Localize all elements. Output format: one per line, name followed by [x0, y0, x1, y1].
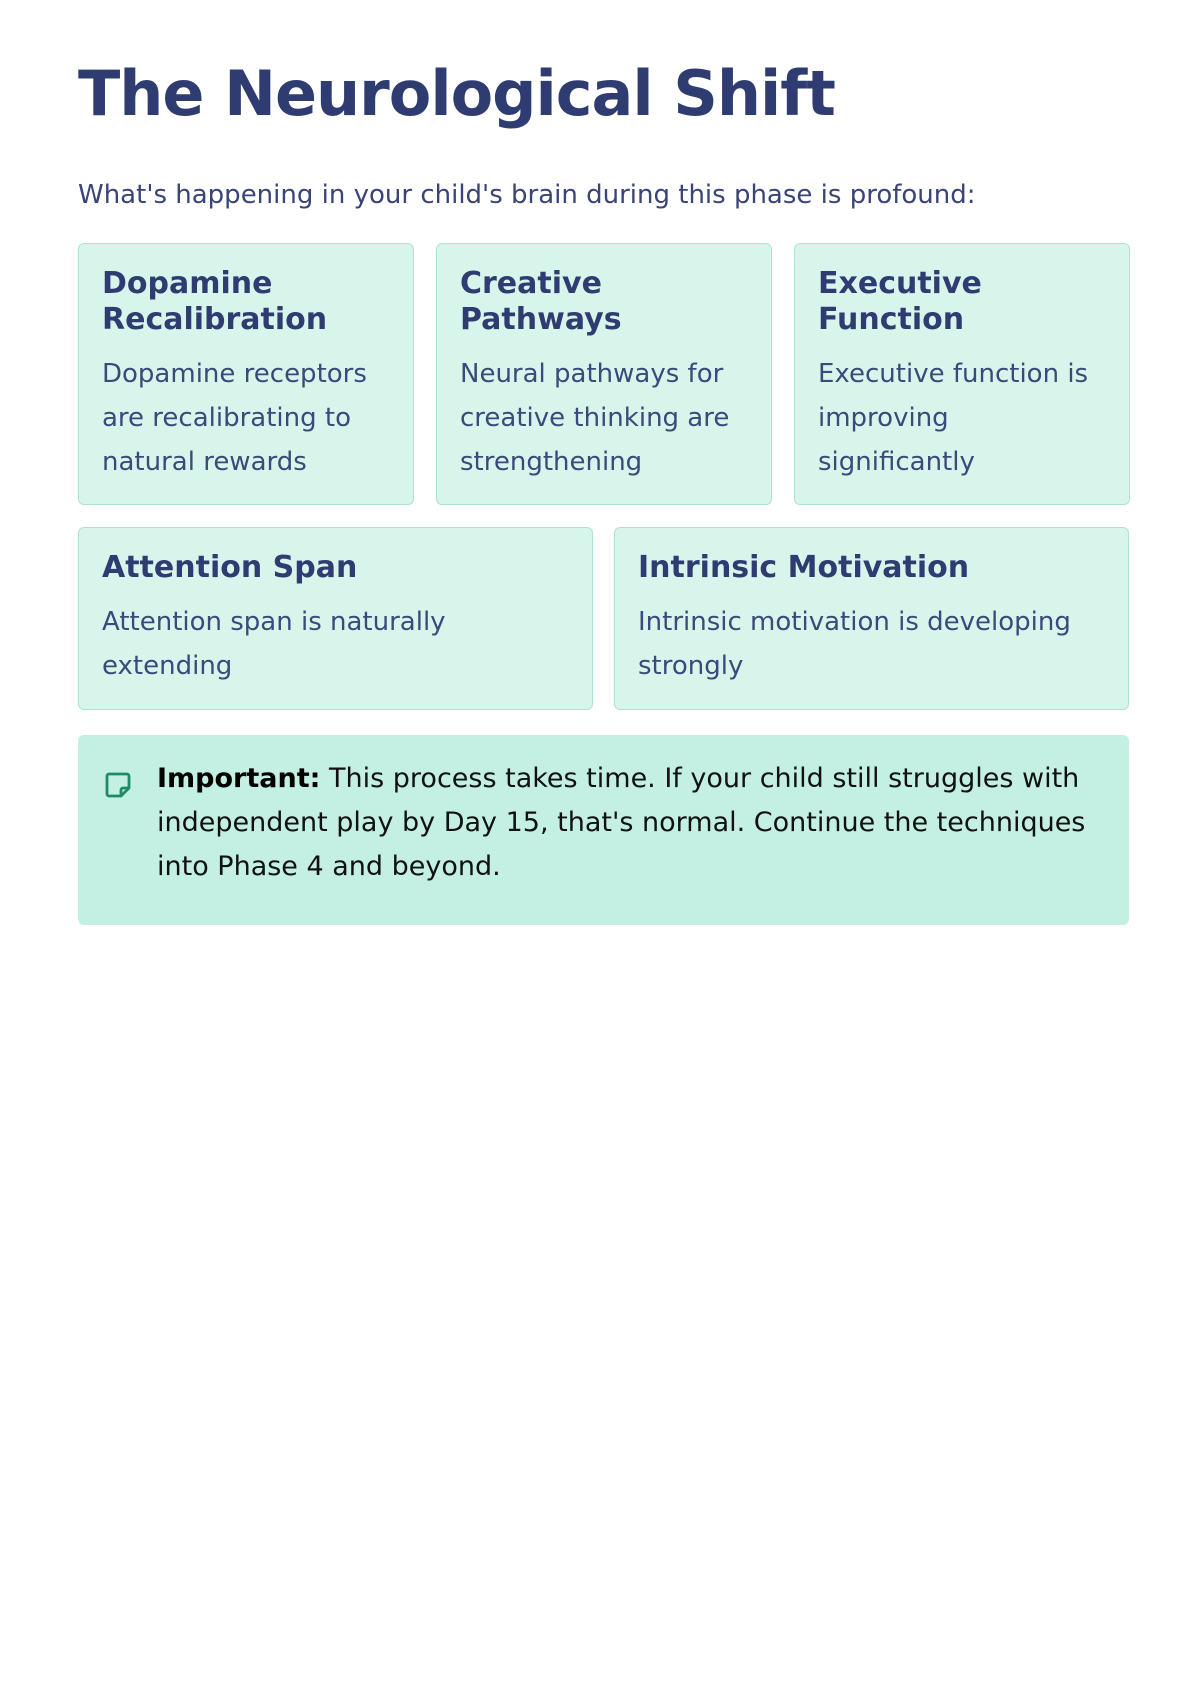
card-attention-span [78, 527, 593, 710]
card-title: Executive Function [818, 266, 982, 337]
card-executive-function [794, 243, 1130, 505]
card-text: Neural pathways for creative thinking are strengthening [460, 359, 730, 477]
card-text: Intrinsic motivation is developing strongly [638, 607, 1071, 681]
card-dopamine-recalibration [78, 243, 414, 505]
callout-text [157, 757, 1099, 889]
page-title: The Neurological Shift [78, 57, 835, 130]
card-text: Executive function is improving significantly [818, 359, 1089, 477]
callout-label: Important: [157, 763, 321, 794]
card-text: Dopamine receptors are recalibrating to natural rewards [102, 359, 367, 477]
card-intrinsic-motivation [614, 527, 1129, 710]
intro-text: What's happening in your child's brain during this phase is profound: [78, 180, 976, 210]
card-creative-pathways [436, 243, 772, 505]
important-callout [78, 735, 1129, 925]
card-text: Attention span is naturally extending [102, 607, 446, 681]
card-title: Dopamine Recalibration [102, 266, 328, 337]
card-title: Creative Pathways [460, 266, 622, 337]
card-title: Intrinsic Motivation [638, 550, 970, 585]
card-title: Attention Span [102, 550, 358, 585]
callout-body: This process takes time. If your child still struggles with independent play by Day 15, that's normal. Continue the techniques into Phase 4 and beyond. [157, 763, 1086, 882]
note-icon [104, 771, 132, 799]
